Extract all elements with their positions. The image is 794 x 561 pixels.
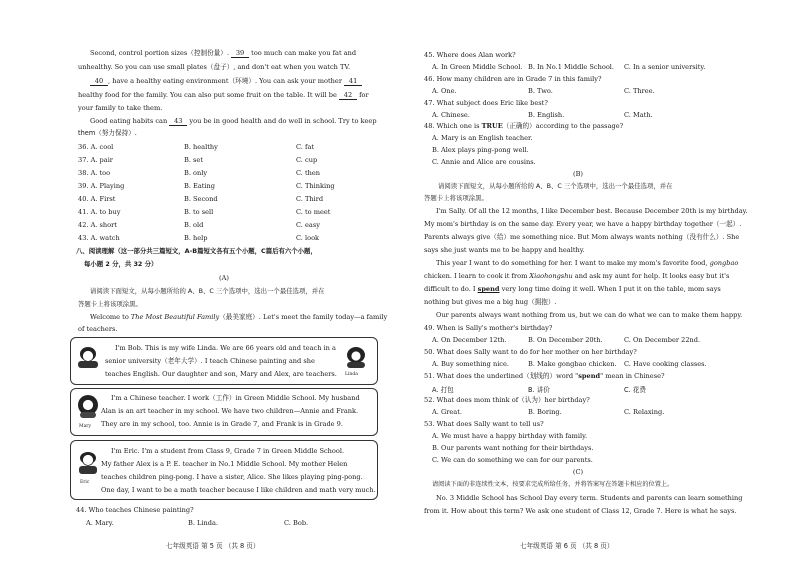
- option-36-a: 36. A. cool: [78, 143, 114, 151]
- q46-option-c: C. Three.: [624, 87, 655, 95]
- question-44: 44. Who teaches Chinese painting?: [76, 506, 194, 514]
- option-39-b: B. Eating: [184, 182, 216, 190]
- q46-option-b: B. Two.: [528, 87, 553, 95]
- text: too much can make you fat and: [251, 49, 357, 57]
- linda-label: Linda: [345, 372, 358, 377]
- text: Second, control portion sizes（控制份量）.: [90, 49, 229, 57]
- option-39-a: 39. A. Playing: [78, 182, 125, 190]
- mary-label: Mary: [79, 424, 91, 429]
- text: very long time doing it well. When I put it on the table, mom says: [499, 285, 721, 293]
- q53-option-a: A. We must have a happy birthday with family.: [432, 432, 588, 440]
- q50-option-a: A. Buy something nice.: [432, 360, 509, 368]
- text: Good eating habits can: [90, 117, 168, 125]
- mary-line-1: I'm a Chinese teacher. I work（工作）in Green Middle School. My husband: [111, 394, 360, 402]
- welcome-line-1: [90, 313, 387, 321]
- q49-option-c: C. On December 22nd.: [624, 336, 701, 344]
- option-41-b: B. to sell: [184, 208, 214, 216]
- bob-line-1: I'm Bob. This is my wife Linda. We are 66 years old and teach in a: [115, 344, 336, 352]
- passage-b3-line-1: Our parents always want nothing from us, but we can do what we can to make them happy.: [436, 311, 743, 319]
- q52-option-c: C. Relaxing.: [624, 408, 665, 416]
- bob-avatar-icon: [75, 344, 101, 370]
- question-52: 52. What does mom think of（认为）her birthday?: [424, 396, 590, 404]
- passage-c-line-2: from it. How about this term? We ask one student of Class 12, Grade 7. Here is what he says.: [424, 507, 737, 515]
- q53-option-c: C. We can do something we can for our parents.: [432, 456, 593, 464]
- q49-option-a: A. On December 12th.: [432, 336, 507, 344]
- question-48: [424, 122, 623, 130]
- option-40-b: B. Second: [184, 195, 218, 203]
- option-36-c: C. fat: [296, 143, 315, 151]
- welcome-line-2: of teachers.: [78, 325, 118, 333]
- text: for: [359, 91, 369, 99]
- eric-line-4: One day, I want to be a math teacher because I like children and math very much.: [101, 486, 376, 494]
- mary-line-3: They are in my school, too. Annie is in Grade 7, and Frank is in Grade 9.: [101, 420, 343, 428]
- q50-option-b: B. Make gongbao chicken.: [528, 360, 617, 368]
- passage-b2-line-1: [436, 259, 738, 267]
- q46-option-a: A. One.: [432, 87, 457, 95]
- cloze-line-4: [78, 91, 369, 100]
- bob-line-2: senior university（老年大学）. I teach Chinese painting and she: [105, 357, 315, 365]
- option-43-c: C. look: [296, 234, 320, 242]
- option-37-c: C. cup: [296, 156, 318, 164]
- text: , have a healthy eating environment（环境）. You can ask your mother: [108, 77, 342, 85]
- q48-option-b: B. Alex plays ping-pong well.: [432, 146, 529, 154]
- option-38-b: B. only: [184, 169, 208, 177]
- part-a-heading: (A): [219, 274, 229, 282]
- passage-b2-line-4: nothing but gives me a big hug（拥抱）.: [424, 298, 557, 306]
- text: This year I want to do something for her. I want to make my mom's favorite food,: [436, 259, 710, 267]
- app-name: Xiaohongshu: [529, 272, 573, 280]
- passage-b-line-1: I'm Sally. Of all the 12 months, I like December best. Because December 20th is my birthday.: [436, 207, 748, 215]
- q45-option-a: A. In Green Middle School.: [432, 63, 523, 71]
- text: difficult to do. I: [424, 285, 478, 293]
- cloze-line-2: [78, 63, 350, 71]
- cloze-line-5: your family to take them.: [78, 104, 163, 112]
- q48-option-a: A. Mary is an English teacher.: [432, 134, 533, 142]
- q47-option-a: A. Chinese.: [432, 111, 470, 119]
- question-45: 45. Where does Alan work?: [424, 51, 516, 59]
- passage-b2-line-3: [424, 285, 721, 293]
- blank-42: 42: [339, 91, 357, 100]
- eric-card: [70, 440, 378, 500]
- option-41-a: 41. A. to buy: [78, 208, 121, 216]
- q52-option-b: B. Boring.: [528, 408, 562, 416]
- text: and ask my aunt for help. It looks easy but it's: [572, 272, 730, 280]
- text: （最美家庭）. Let's meet the family today—a family: [219, 313, 388, 321]
- question-53: 53. What does Sally want to tell us?: [424, 420, 544, 428]
- option-39-c: C. Thinking: [296, 182, 335, 190]
- question-51: [424, 372, 665, 380]
- bob-linda-card: [70, 337, 378, 385]
- question-50: 50. What does Sally want to do for her mother on her birthday?: [424, 348, 637, 356]
- passage-b-line-4: says she just wants me to be happy and healthy.: [424, 246, 585, 254]
- option-40-c: C. Third: [296, 195, 324, 203]
- section8-title-1: 八、阅读理解（这一部分共三篇短文，A-B篇短文各有五个小题，C篇后有六个小题，: [76, 247, 317, 255]
- q44-option-b: B. Linda.: [188, 519, 219, 527]
- emphasis: TRUE: [481, 122, 503, 130]
- cloze-line-6: [90, 117, 377, 126]
- cloze-line-7: them（努力保持）.: [78, 129, 137, 137]
- option-36-b: B. healthy: [184, 143, 218, 151]
- option-43-b: B. help: [184, 234, 208, 242]
- option-37-a: 37. A. pair: [78, 156, 113, 164]
- option-40-a: 40. A. First: [78, 195, 116, 203]
- text: " mean in Chinese?: [600, 372, 665, 380]
- q51-option-b: B. 讲价: [528, 386, 550, 394]
- passage-b-line-3: Parents always give（给）me something nice. But Mom always wants nothing（没有什么）. She: [424, 233, 740, 241]
- instruction-a-2: 答题卡上将该项涂黑。: [78, 300, 142, 308]
- q49-option-b: B. On December 20th.: [528, 336, 603, 344]
- q50-option-c: C. Have cooking classes.: [624, 360, 707, 368]
- option-42-b: B. old: [184, 221, 204, 229]
- blank-39: 39: [231, 49, 249, 58]
- blank-41: 41: [344, 77, 362, 86]
- instruction-c: 请阅读下面的非连续性文本，按要求完成所给任务，并将答案写在答题卡相应的位置上。: [432, 481, 674, 488]
- eric-label: Eric: [80, 480, 90, 485]
- text: unhealthy. So you can use small plates（盘子）, and don't eat when you watch TV.: [78, 63, 351, 71]
- mary-line-2: Alan is an art teacher in my school. We have two children—Annie and Frank.: [101, 407, 359, 415]
- eric-line-2: My father Alex is a P. E. teacher in No.1 Middle School. My mother Helen: [101, 460, 348, 468]
- mary-avatar-icon: [75, 393, 101, 419]
- option-38-a: 38. A. too: [78, 169, 111, 177]
- instruction-b-2: 答题卡上将该项涂黑。: [424, 194, 488, 202]
- option-41-c: C. to meet: [296, 208, 331, 216]
- cloze-line-1: [90, 49, 356, 58]
- text: you be in good health and do well in school. Try to keep: [189, 117, 377, 125]
- blank-43: 43: [169, 117, 187, 126]
- q53-option-b: B. Our parents want nothing for their birthdays.: [432, 444, 594, 452]
- eric-line-1: I'm Eric. I'm a student from Class 9, Grade 7 in Green Middle School.: [111, 447, 345, 455]
- eric-avatar-icon: [75, 449, 101, 475]
- instruction-a-1: 请阅读下面短文，从每小题所给的 A、B、C 三个选项中，选出一个最佳选项，并在: [90, 287, 325, 295]
- bob-line-3: teaches English. Our daughter and son, Mary and Alex, are teachers.: [105, 370, 337, 378]
- question-47: 47. What subject does Eric like best?: [424, 99, 548, 107]
- book-title: The Most Beautiful Family: [130, 313, 220, 321]
- option-43-a: 43. A. watch: [78, 234, 120, 242]
- q51-option-a: A. 打包: [432, 386, 454, 394]
- passage-c-line-1: No. 3 Middle School has School Day every term. Students and parents can learn something: [436, 494, 743, 502]
- text: Welcome to: [90, 313, 131, 321]
- blank-40: 40: [90, 77, 108, 86]
- option-38-c: C. then: [296, 169, 321, 177]
- passage-b2-line-2: [424, 272, 729, 280]
- part-c-heading: (C): [572, 468, 584, 476]
- eric-line-3: teaches children ping-pong. I have a sister, Alice. She likes playing ping-pong.: [101, 473, 363, 481]
- text: chicken. I learn to cook it from: [424, 272, 530, 280]
- question-46: 46. How many children are in Grade 7 in this family?: [424, 75, 602, 83]
- option-42-a: 42. A. short: [78, 221, 117, 229]
- text: （正确的）according to the passage?: [502, 122, 624, 130]
- q47-option-b: B. English.: [528, 111, 565, 119]
- page-footer-5: 七年级英语 第 5 页 （共 8 页）: [166, 542, 260, 550]
- q47-option-c: C. Math.: [624, 111, 653, 119]
- q45-option-c: C. In a senior university.: [624, 63, 706, 71]
- q52-option-a: A. Great.: [432, 408, 462, 416]
- q45-option-b: B. In No.1 Middle School.: [528, 63, 615, 71]
- section8-title-2: 每小题 2 分，共 32 分）: [84, 260, 158, 268]
- option-42-c: C. easy: [296, 221, 320, 229]
- q44-option-c: C. Bob.: [284, 519, 309, 527]
- q44-option-a: A. Mary.: [86, 519, 114, 527]
- passage-b-line-2: My mom's birthday is on the same day. Every year, we have a happy birthday together（一起）.: [424, 220, 742, 228]
- cloze-line-3: [90, 77, 362, 86]
- text: 48. Which one is: [424, 122, 482, 130]
- text: 51. What does the underlined（划线的）word ": [424, 372, 579, 380]
- keyword: spend: [578, 372, 601, 380]
- mary-card: [70, 388, 378, 436]
- dish-name: gongbao: [709, 259, 739, 267]
- option-37-b: B. set: [184, 156, 203, 164]
- page-footer-6: 七年级英语 第 6 页 （共 8 页）: [520, 542, 614, 550]
- q48-option-c: C. Annie and Alice are cousins.: [432, 158, 536, 166]
- q51-option-c: C. 花费: [624, 386, 646, 394]
- text: healthy food for the family. You can also put some fruit on the table. It will be: [78, 91, 337, 99]
- question-49: 49. When is Sally's mother's birthday?: [424, 324, 553, 332]
- underlined-word: spend: [477, 285, 500, 293]
- bob-label: Bob: [80, 372, 89, 377]
- instruction-b-1: 请阅读下面短文，从每小题所给的 A、B、C 三个选项中，选出一个最佳选项，并在: [438, 182, 673, 190]
- linda-avatar-icon: [343, 344, 369, 370]
- part-b-heading: (B): [573, 170, 583, 178]
